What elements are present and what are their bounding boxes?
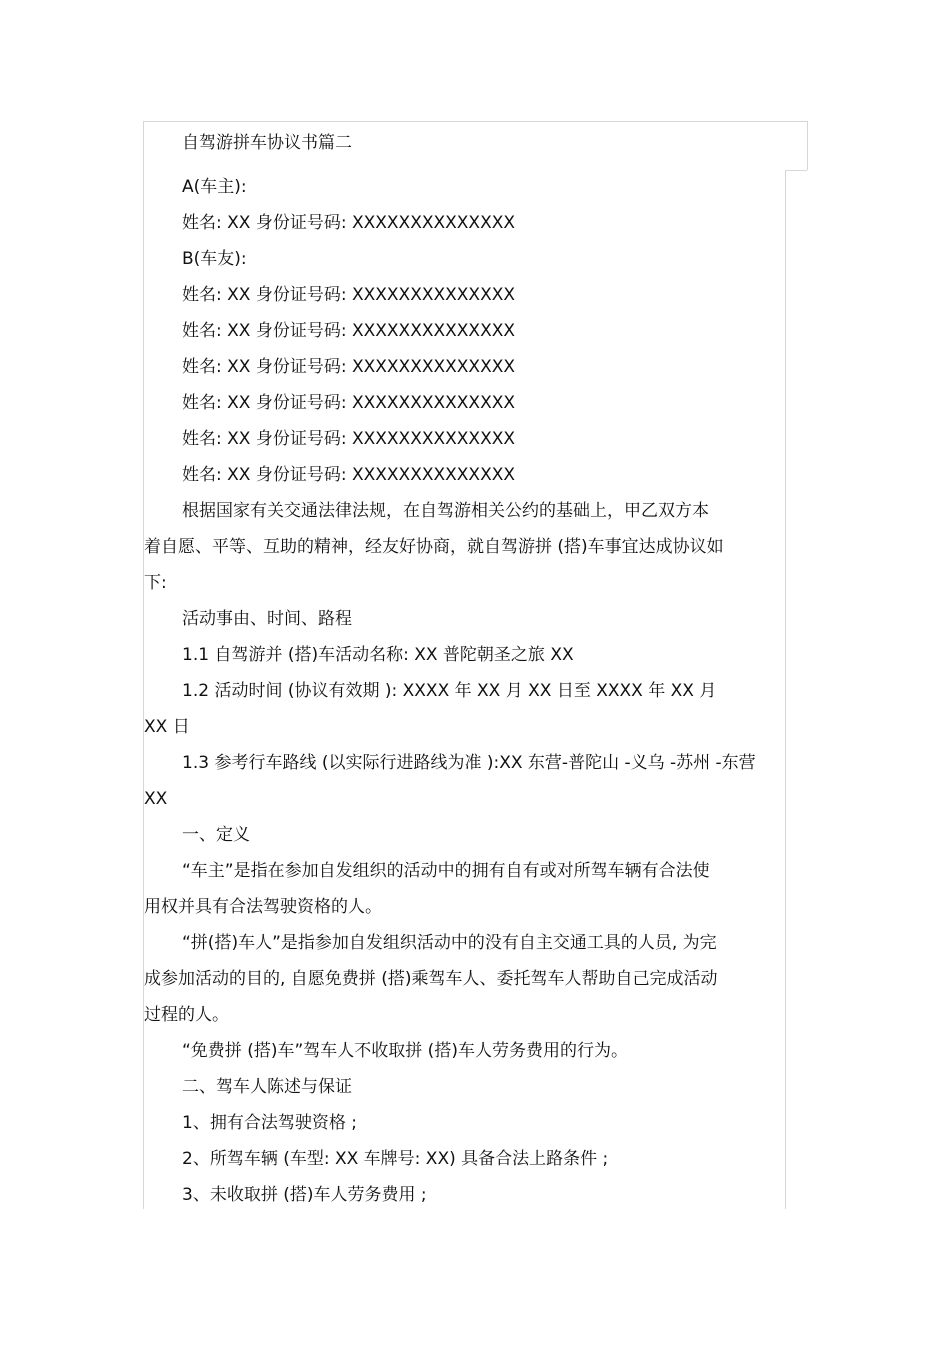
definition-owner-line: 用权并具有合法驾驶资格的人。 <box>144 897 382 917</box>
route-line: XX <box>144 789 168 809</box>
list-item: 2、所驾车辆 (车型: XX 车牌号: XX) 具备合法上路条件 ; <box>182 1149 609 1169</box>
activity-heading: 活动事由、时间、路程 <box>182 609 352 629</box>
activity-time-line: 1.2 活动时间 (协议有效期 ): XXXX 年 XX 月 XX 日至 XXXX 年 XX 月 <box>182 681 717 701</box>
definition-owner-line: “车主”是指在参加自发组织的活动中的拥有自有或对所驾车辆有合法使 <box>182 861 710 881</box>
definition-free-ride: “免费拼 (搭)车”驾车人不收取拼 (搭)车人劳务费用的行为。 <box>182 1041 628 1061</box>
party-a-label: A(车主): <box>182 177 247 197</box>
definition-passenger-line: 过程的人。 <box>144 1005 229 1025</box>
document-title: 自驾游拼车协议书篇二 <box>182 133 352 153</box>
definition-passenger-line: 成参加活动的目的, 自愿免费拼 (搭)乘驾车人、委托驾车人帮助自己完成活动 <box>144 969 718 989</box>
page-frame-top <box>143 121 807 122</box>
party-b-row: 姓名: XX 身份证号码: XXXXXXXXXXXXXX <box>182 285 516 305</box>
activity-name: 1.1 自驾游并 (搭)车活动名称: XX 普陀朝圣之旅 XX <box>182 645 574 665</box>
party-b-row: 姓名: XX 身份证号码: XXXXXXXXXXXXXX <box>182 429 516 449</box>
activity-time-line: XX 日 <box>144 717 190 737</box>
page-frame-step <box>785 170 807 171</box>
section-2-heading: 二、驾车人陈述与保证 <box>182 1077 352 1097</box>
preamble-line: 着自愿、平等、互助的精神，经友好协商，就自驾游拼 (搭)车事宜达成协议如 <box>144 537 724 557</box>
route-line: 1.3 参考行车路线 (以实际行进路线为准 ):XX 东营-普陀山 -义乌 -苏州 -东营 <box>182 753 756 773</box>
page-frame-right <box>785 170 786 1209</box>
preamble-line: 下: <box>144 573 167 593</box>
party-a-row: 姓名: XX 身份证号码: XXXXXXXXXXXXXX <box>182 213 516 233</box>
page-frame-right-upper <box>807 121 808 170</box>
party-b-row: 姓名: XX 身份证号码: XXXXXXXXXXXXXX <box>182 321 516 341</box>
document-body <box>144 123 782 1213</box>
list-item: 3、未收取拼 (搭)车人劳务费用 ; <box>182 1185 427 1205</box>
party-b-row: 姓名: XX 身份证号码: XXXXXXXXXXXXXX <box>182 357 516 377</box>
list-item: 1、拥有合法驾驶资格 ; <box>182 1113 357 1133</box>
party-b-row: 姓名: XX 身份证号码: XXXXXXXXXXXXXX <box>182 465 516 485</box>
definition-passenger-line: “拼(搭)车人”是指参加自发组织活动中的没有自主交通工具的人员, 为完 <box>182 933 717 953</box>
party-b-label: B(车友): <box>182 249 247 269</box>
preamble-line: 根据国家有关交通法律法规，在自驾游相关公约的基础上，甲乙双方本 <box>182 501 709 521</box>
party-b-row: 姓名: XX 身份证号码: XXXXXXXXXXXXXX <box>182 393 516 413</box>
section-1-heading: 一、定义 <box>182 825 250 845</box>
